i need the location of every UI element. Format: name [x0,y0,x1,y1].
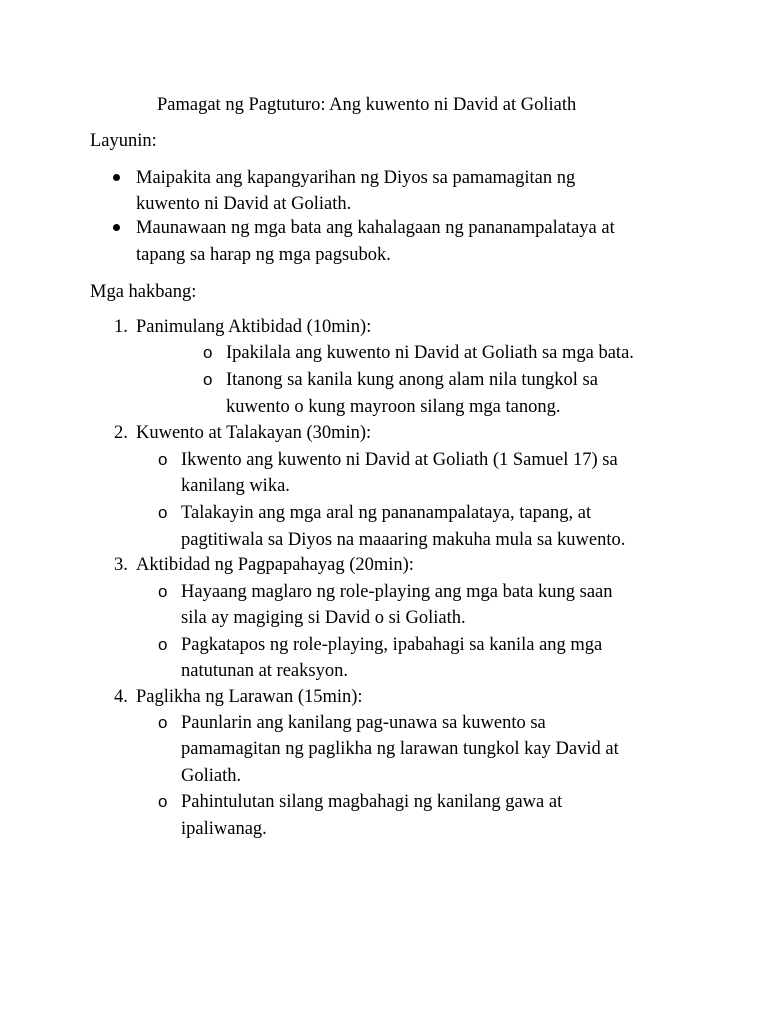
subitem-line: pagtitiwala sa Diyos na maaaring makuha mula sa kuwento. [181,530,626,550]
step-title: Kuwento at Talakayan (30min): [136,423,372,443]
subitem-line: Goliath. [181,766,242,786]
subitem-line: Talakayin ang mga aral ng pananampalataya, tapang, at [181,503,592,523]
step-number: 3. [114,555,128,575]
step-title: Aktibidad ng Pagpapahayag (20min): [136,555,414,575]
subitem-line: Hayaang maglaro ng role-playing ang mga bata kung saan [181,582,613,602]
step-title: Paglikha ng Larawan (15min): [136,687,363,707]
subitem-line: kanilang wika. [181,476,290,496]
subitem-line: Pahintulutan silang magbahagi ng kanilang gawa at [181,792,563,812]
objective-line: kuwento ni David at Goliath. [136,194,352,214]
subitem-line: Itanong sa kanila kung anong alam nila tungkol sa [226,370,598,390]
objective-line: tapang sa harap ng mga pagsubok. [136,245,391,265]
subitem-line: sila ay magiging si David o si Goliath. [181,608,466,628]
circle-bullet-icon: o [158,635,168,654]
subitem-line: kuwento o kung mayroon silang mga tanong. [226,397,561,417]
objective-line: Maipakita ang kapangyarihan ng Diyos sa pamamagitan ng [136,168,576,188]
step-number: 4. [114,687,128,707]
step-title: Panimulang Aktibidad (10min): [136,317,372,337]
circle-bullet-icon: o [158,503,168,522]
objectives-heading: Layunin: [90,131,157,151]
step-number: 2. [114,423,128,443]
circle-bullet-icon: o [203,370,213,389]
circle-bullet-icon: o [203,343,213,362]
subitem-line: pamamagitan ng paglikha ng larawan tungkol kay David at [181,739,619,759]
bullet-icon [113,224,120,231]
circle-bullet-icon: o [158,713,168,732]
circle-bullet-icon: o [158,792,168,811]
steps-heading: Mga hakbang: [90,282,197,302]
subitem-line: Ipakilala ang kuwento ni David at Goliath sa mga bata. [226,343,634,363]
objective-line: Maunawaan ng mga bata ang kahalagaan ng pananampalataya at [136,218,615,238]
step-number: 1. [114,317,128,337]
subitem-line: Ikwento ang kuwento ni David at Goliath (1 Samuel 17) sa [181,450,618,470]
circle-bullet-icon: o [158,582,168,601]
subitem-line: natutunan at reaksyon. [181,661,348,681]
subitem-line: Pagkatapos ng role-playing, ipabahagi sa kanila ang mga [181,635,603,655]
circle-bullet-icon: o [158,450,168,469]
bullet-icon [113,174,120,181]
subitem-line: ipaliwanag. [181,819,267,839]
document-title: Pamagat ng Pagtuturo: Ang kuwento ni David at Goliath [157,95,577,115]
subitem-line: Paunlarin ang kanilang pag-unawa sa kuwento sa [181,713,546,733]
